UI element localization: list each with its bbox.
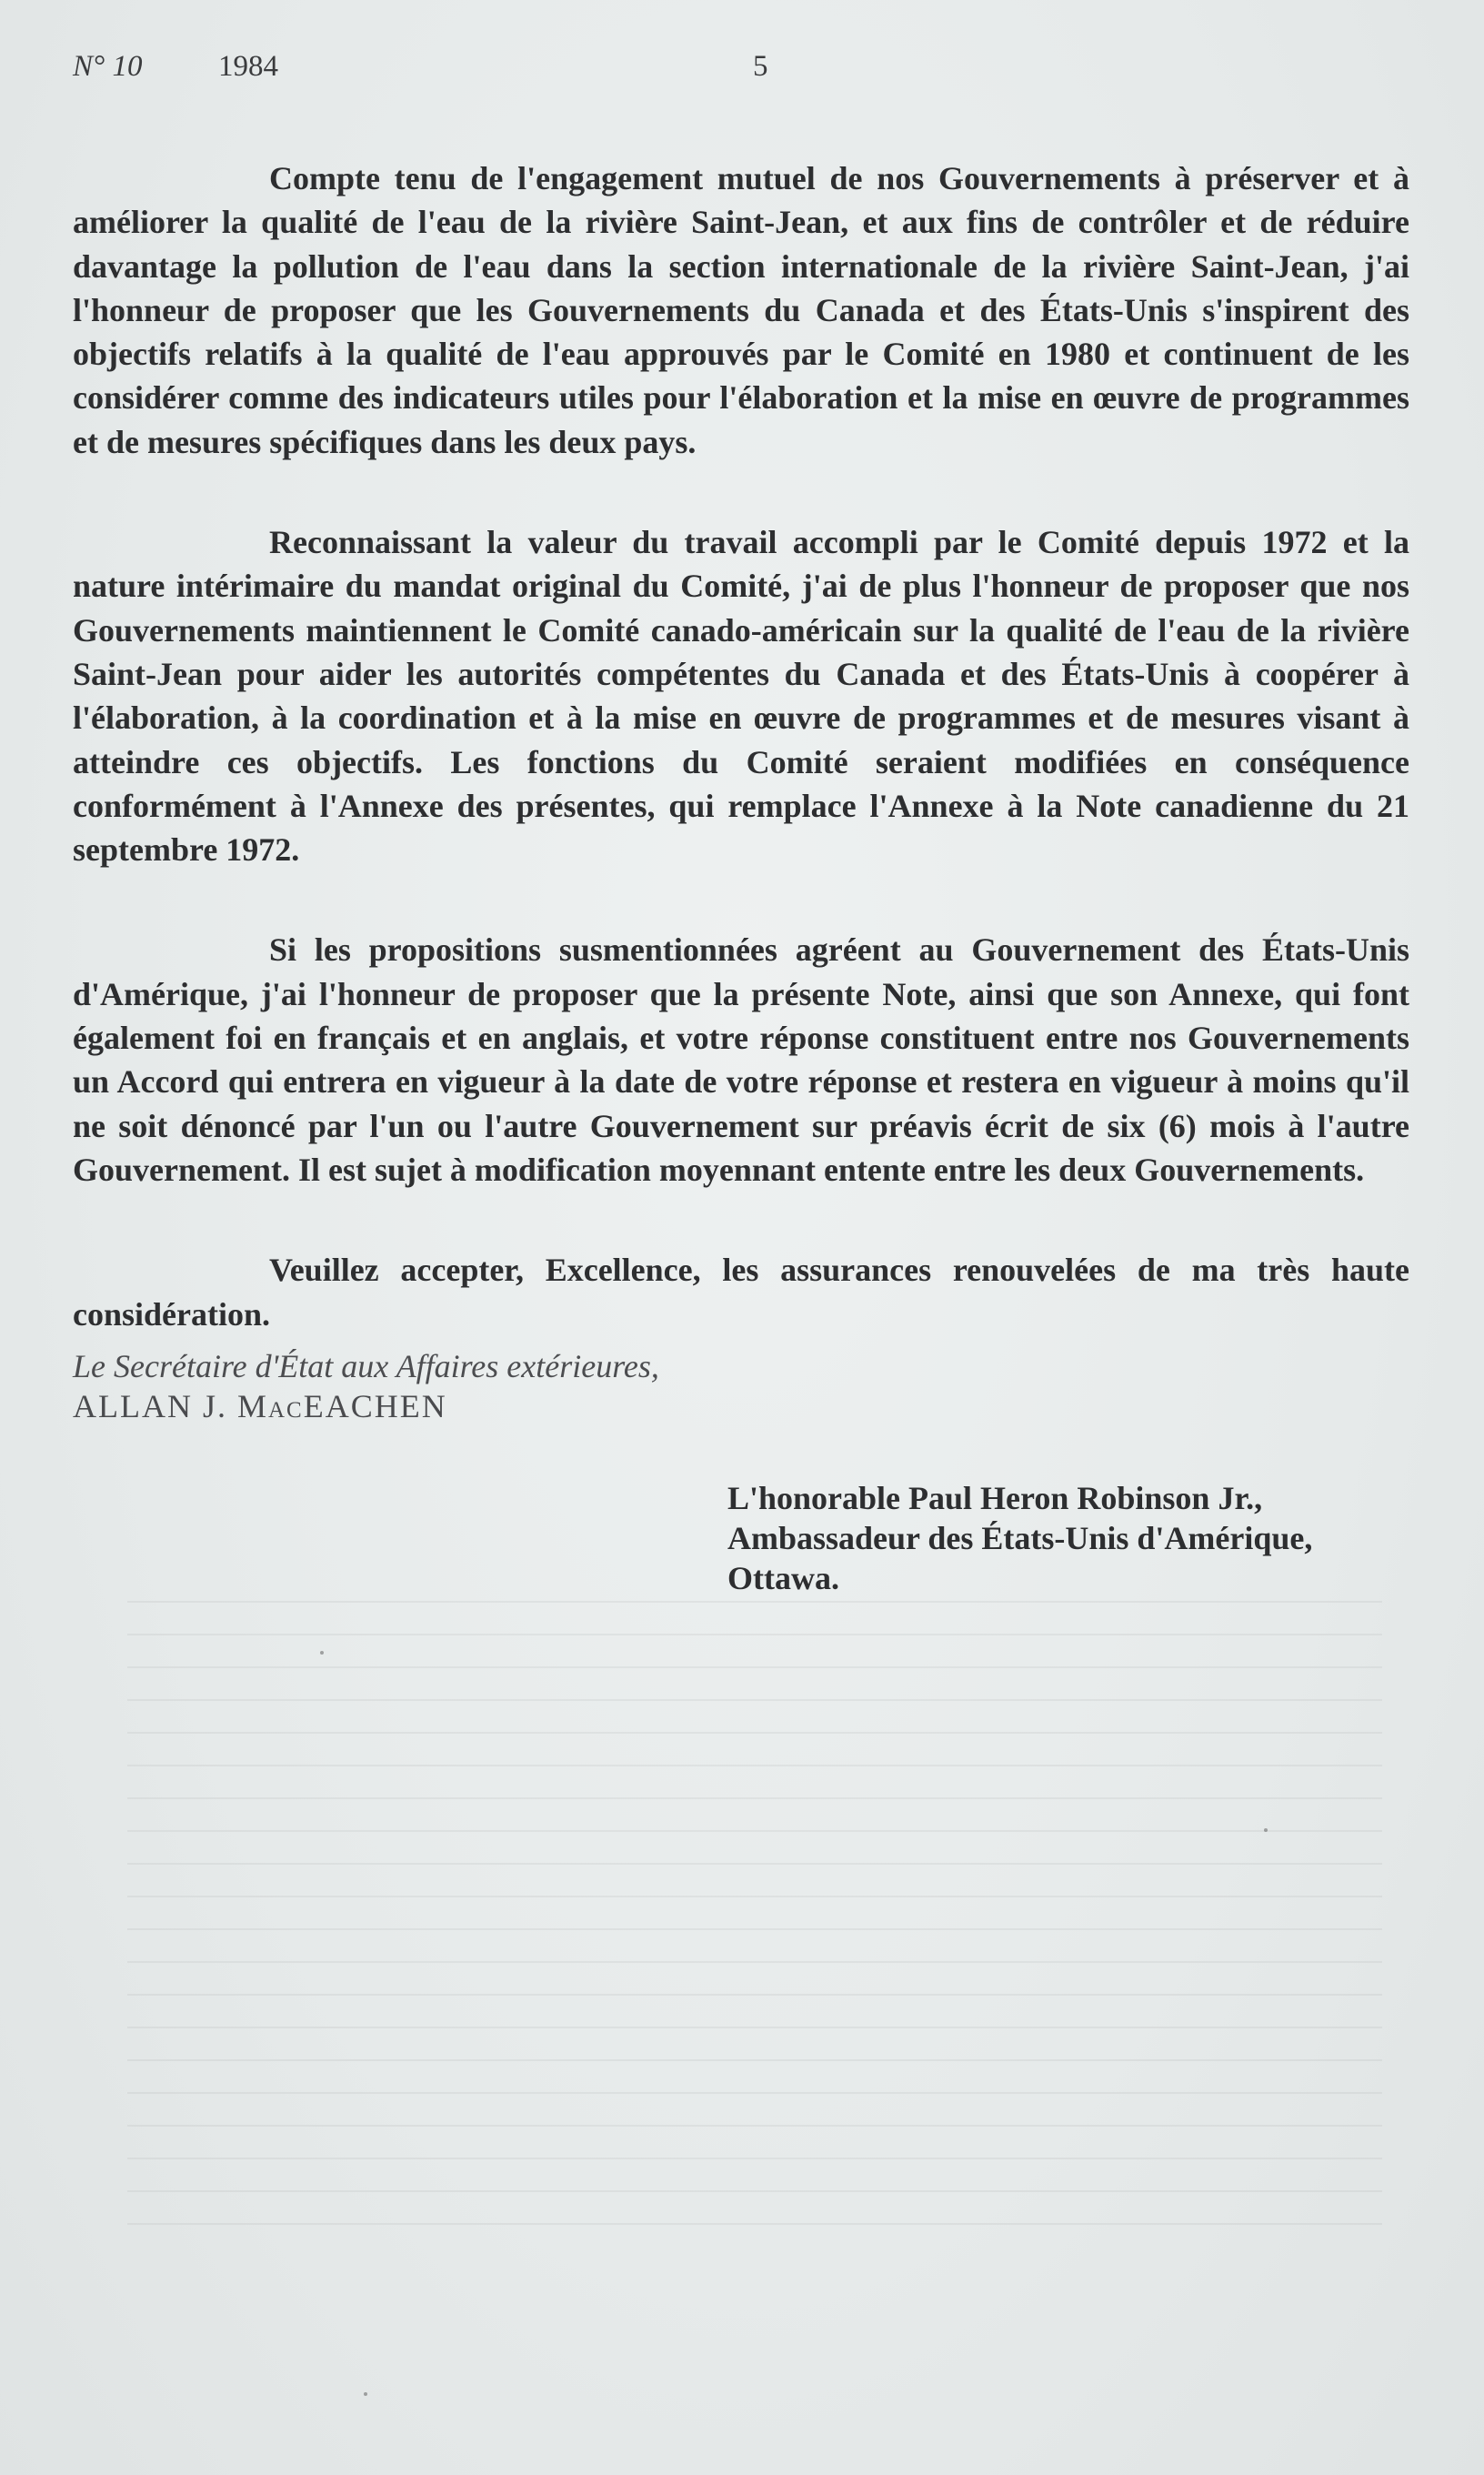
paper-speck bbox=[364, 2392, 367, 2396]
issue-number: N° 10 bbox=[73, 50, 143, 83]
addressee-block bbox=[727, 1478, 1409, 1598]
letter-body bbox=[73, 156, 1409, 1336]
paragraph-3: Si les propositions susmentionnées agréent au Gouvernement des États-Unis d'Amérique, j'ai l'honneur de proposer que la présente Note, ainsi que son Annexe, qui font également foi en français et en anglais, et votre réponse constituent entre nos Gouvernements un Accord qui entrera en vigueur à la date de votre réponse et restera en vigueur à moins qu'il ne soit dénoncé par l'un ou l'autre Gouvernement sur préavis écrit de six (6) mois à l'autre Gouvernement. Il est sujet à modification moyennant entente entre les deux Gouvernements. bbox=[73, 931, 1409, 1188]
paragraph-1: Compte tenu de l'engagement mutuel de nos Gouvernements à préserver et à améliorer la qualité de l'eau de la rivière Saint-Jean, et aux fins de contrôler et de réduire davantage la pollution de l'eau dans la section internationale de la rivière Saint-Jean, j'ai l'honneur de proposer que les Gouvernements du Canada et des États-Unis s'inspirent des objectifs relatifs à la qualité de l'eau approuvés par le Comité en 1980 et continuent de les considérer comme des indicateurs utiles pour l'élaboration et la mise en œuvre de programmes et de mesures spécifiques dans les deux pays. bbox=[73, 160, 1409, 460]
addressee-name: L'honorable Paul Heron Robinson Jr., bbox=[727, 1480, 1263, 1516]
signature-block bbox=[73, 1346, 1409, 1426]
signatory-name: ALLAN J. MacEACHEN bbox=[73, 1388, 447, 1424]
signatory-title: Le Secrétaire d'État aux Affaires extérieures, bbox=[73, 1348, 659, 1384]
bleed-through-texture bbox=[127, 1601, 1382, 2238]
page-number: 5 bbox=[753, 50, 768, 83]
paper-speck bbox=[320, 1651, 324, 1655]
paragraph-2: Reconnaissant la valeur du travail accompli par le Comité depuis 1972 et la nature intérimaire du mandat original du Comité, j'ai de plus l'honneur de proposer que nos Gouvernements maintiennent le Comité canado-américain sur la qualité de l'eau de la rivière Saint-Jean pour aider les autorités compétentes du Canada et des États-Unis à coopérer à l'élaboration, à la coordination et à la mise en œuvre de programmes et de mesures visant à atteindre ces objectifs. Les fonctions du Comité seraient modifiées en conséquence conformément à l'Annexe des présentes, qui remplace l'Annexe à la Note canadienne du 21 septembre 1972. bbox=[73, 524, 1409, 869]
addressee-position: Ambassadeur des États-Unis d'Amérique, bbox=[727, 1520, 1313, 1556]
issue-year: 1984 bbox=[218, 50, 278, 83]
addressee-city: Ottawa. bbox=[727, 1560, 839, 1596]
page-header bbox=[73, 50, 1409, 96]
paper-speck bbox=[1264, 1828, 1268, 1832]
paragraph-4-closing: Veuillez accepter, Excellence, les assurances renouvelées de ma très haute considération. bbox=[73, 1252, 1409, 1333]
